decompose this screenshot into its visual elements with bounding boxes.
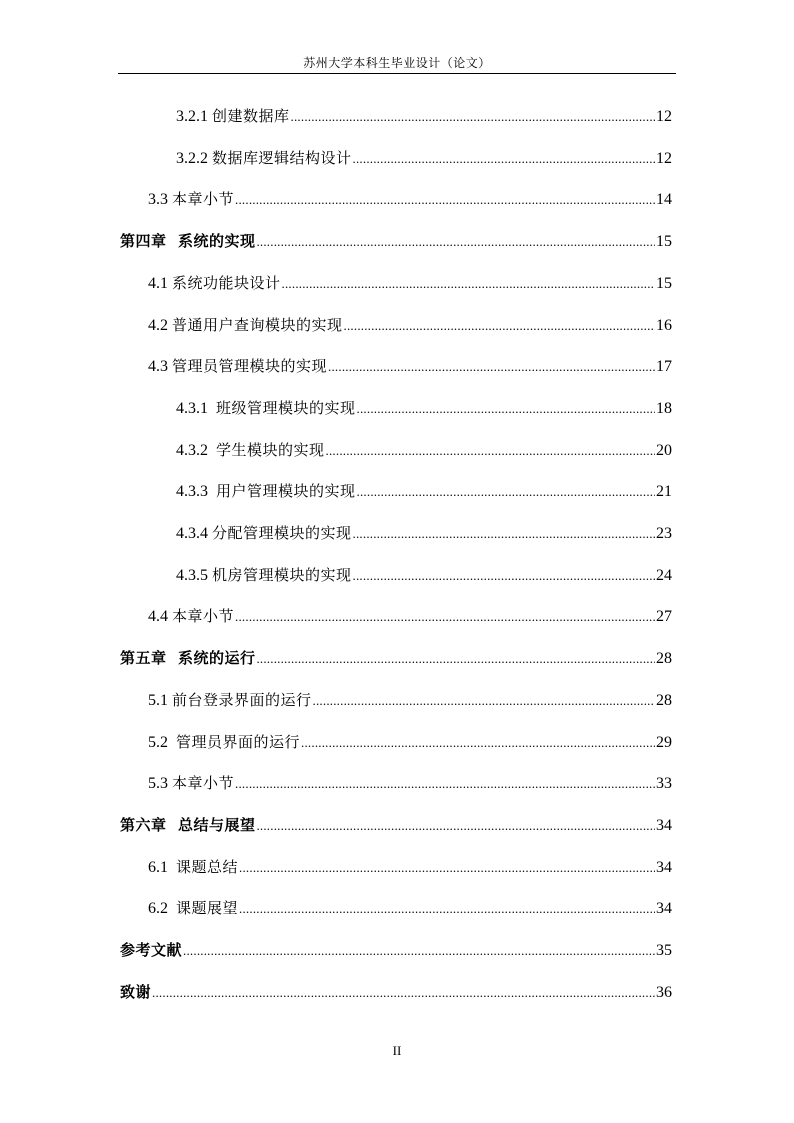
toc-entry[interactable] [176,147,672,177]
toc-entry[interactable] [148,314,672,344]
toc-entry[interactable] [148,856,672,886]
toc-entry-title: 创建数据库 [212,107,290,125]
toc-entry-number: 6.2 [148,900,176,918]
toc-entry[interactable] [148,272,672,302]
toc-entry[interactable] [148,772,672,802]
toc-entry-title: 管理员界面的运行 [176,732,301,751]
toc-entry-page: 33 [656,775,672,793]
toc-entry-page: 17 [656,358,672,376]
toc-entry-page: 35 [656,942,672,959]
toc-entry-title: 本章小节 [172,607,235,626]
toc-entry-title: 第五章 系统的运行 [120,649,256,668]
toc-entry[interactable] [148,689,672,719]
toc-leader-dots [239,901,655,917]
toc-entry-title: 课题展望 [176,899,239,918]
toc-entry-title: 参考文献 [120,941,183,959]
toc-entry-page: 14 [656,191,672,209]
toc-leader-dots [353,151,655,167]
toc-entry-title: 普通用户查询模块的实现 [172,315,343,334]
toc-leader-dots [353,526,655,542]
toc-entry[interactable] [148,188,672,218]
toc-entry-page: 34 [656,816,672,834]
toc-leader-dots [357,484,655,500]
toc-entry-number: 4.3 [148,358,172,376]
toc-leader-dots [326,443,655,459]
toc-entry-number: 4.3.4 [176,525,212,542]
toc-entry-title: 本章小节 [172,190,235,209]
toc-entry-number: 5.1 [148,691,172,709]
toc-entry-title: 致谢 [120,982,152,1001]
toc-entry-page: 20 [656,441,672,459]
toc-entry-page: 34 [656,858,672,876]
toc-entry-page: 28 [656,650,672,668]
toc-entry-title: 数据库逻辑结构设计 [212,148,352,167]
toc-entry-title: 前台登录界面的运行 [172,690,312,709]
page-number: II [392,1043,402,1058]
toc-entry-page: 29 [656,733,672,751]
toc-entry-page: 34 [656,900,672,918]
toc-entry[interactable] [176,397,672,427]
toc-leader-dots [313,693,655,709]
toc-entry-title: 班级管理模块的实现 [216,398,356,417]
toc-entry[interactable] [176,522,672,552]
toc-entry-title: 管理员管理模块的实现 [172,357,328,376]
toc-chapter-entry[interactable] [120,814,672,844]
toc-entry[interactable] [148,605,672,635]
toc-chapter-entry[interactable] [120,230,672,260]
toc-leader-dots [357,401,655,417]
toc-entry-page: 15 [656,233,672,251]
toc-entry-title: 课题总结 [176,857,239,876]
toc-leader-dots [353,568,655,584]
toc-entry-number: 3.2.2 [176,149,212,167]
toc-entry-page: 23 [656,525,672,542]
page-header: 苏州大学本科生毕业设计（论文） [303,56,491,70]
toc-entry-title: 学生模块的实现 [216,440,325,459]
toc-chapter-entry[interactable] [120,981,672,1011]
toc-entry-title: 机房管理模块的实现 [212,565,352,584]
toc-entry[interactable] [176,480,672,510]
toc-leader-dots [256,651,655,667]
toc-entry-number: 5.3 [148,775,172,793]
toc-leader-dots [235,776,655,792]
toc-entry-page: 12 [656,149,672,167]
toc-entry-title: 系统功能块设计 [172,273,281,292]
toc-entry-number: 4.3.5 [176,566,212,584]
toc-entry-title: 本章小节 [172,774,235,793]
toc-entry[interactable] [176,564,672,594]
toc-entry-number: 4.3.3 [176,483,216,501]
toc-leader-dots [291,109,655,125]
toc-entry-number: 3.2.1 [176,108,212,125]
toc-entry-number: 4.3.2 [176,441,216,459]
toc-entry-number: 5.2 [148,733,176,751]
header-rule [118,73,676,74]
toc-entry-number: 4.1 [148,274,172,292]
toc-entry-number: 4.2 [148,316,172,334]
toc-entry-page: 12 [656,108,672,125]
toc-leader-dots [152,985,655,1001]
toc-entry-page: 24 [656,566,672,584]
toc-leader-dots [301,735,655,751]
toc-leader-dots [256,234,655,250]
toc-entry-title: 第四章 系统的实现 [120,232,256,251]
toc-entry-page: 28 [656,691,672,709]
toc-entry-page: 18 [656,399,672,417]
toc-entry-title: 用户管理模块的实现 [216,482,356,501]
toc-entry-page: 16 [656,316,672,334]
toc-leader-dots [256,818,655,834]
toc-chapter-entry[interactable] [120,939,672,969]
toc-entry[interactable] [148,897,672,927]
toc-entry-number: 3.3 [148,191,172,209]
toc-leader-dots [239,860,655,876]
toc-entry-number: 4.4 [148,608,172,626]
toc-leader-dots [344,318,655,334]
toc-entry[interactable] [176,439,672,469]
toc-entry-page: 21 [656,483,672,501]
toc-leader-dots [328,359,655,375]
toc-entry-page: 15 [656,274,672,292]
toc-entry-title: 分配管理模块的实现 [212,524,352,542]
toc-leader-dots [183,943,655,959]
toc-entry-page: 36 [656,983,672,1001]
toc-entry-number: 6.1 [148,858,176,876]
toc-leader-dots [235,192,655,208]
toc-entry[interactable] [148,731,672,761]
toc-entry[interactable] [148,355,672,385]
toc-entry[interactable] [176,105,672,135]
toc-leader-dots [235,609,655,625]
toc-entry-page: 27 [656,608,672,626]
toc-entry-title: 第六章 总结与展望 [120,815,256,834]
toc-entry-number: 4.3.1 [176,399,216,417]
toc-chapter-entry[interactable] [120,647,672,677]
toc-leader-dots [282,276,655,292]
